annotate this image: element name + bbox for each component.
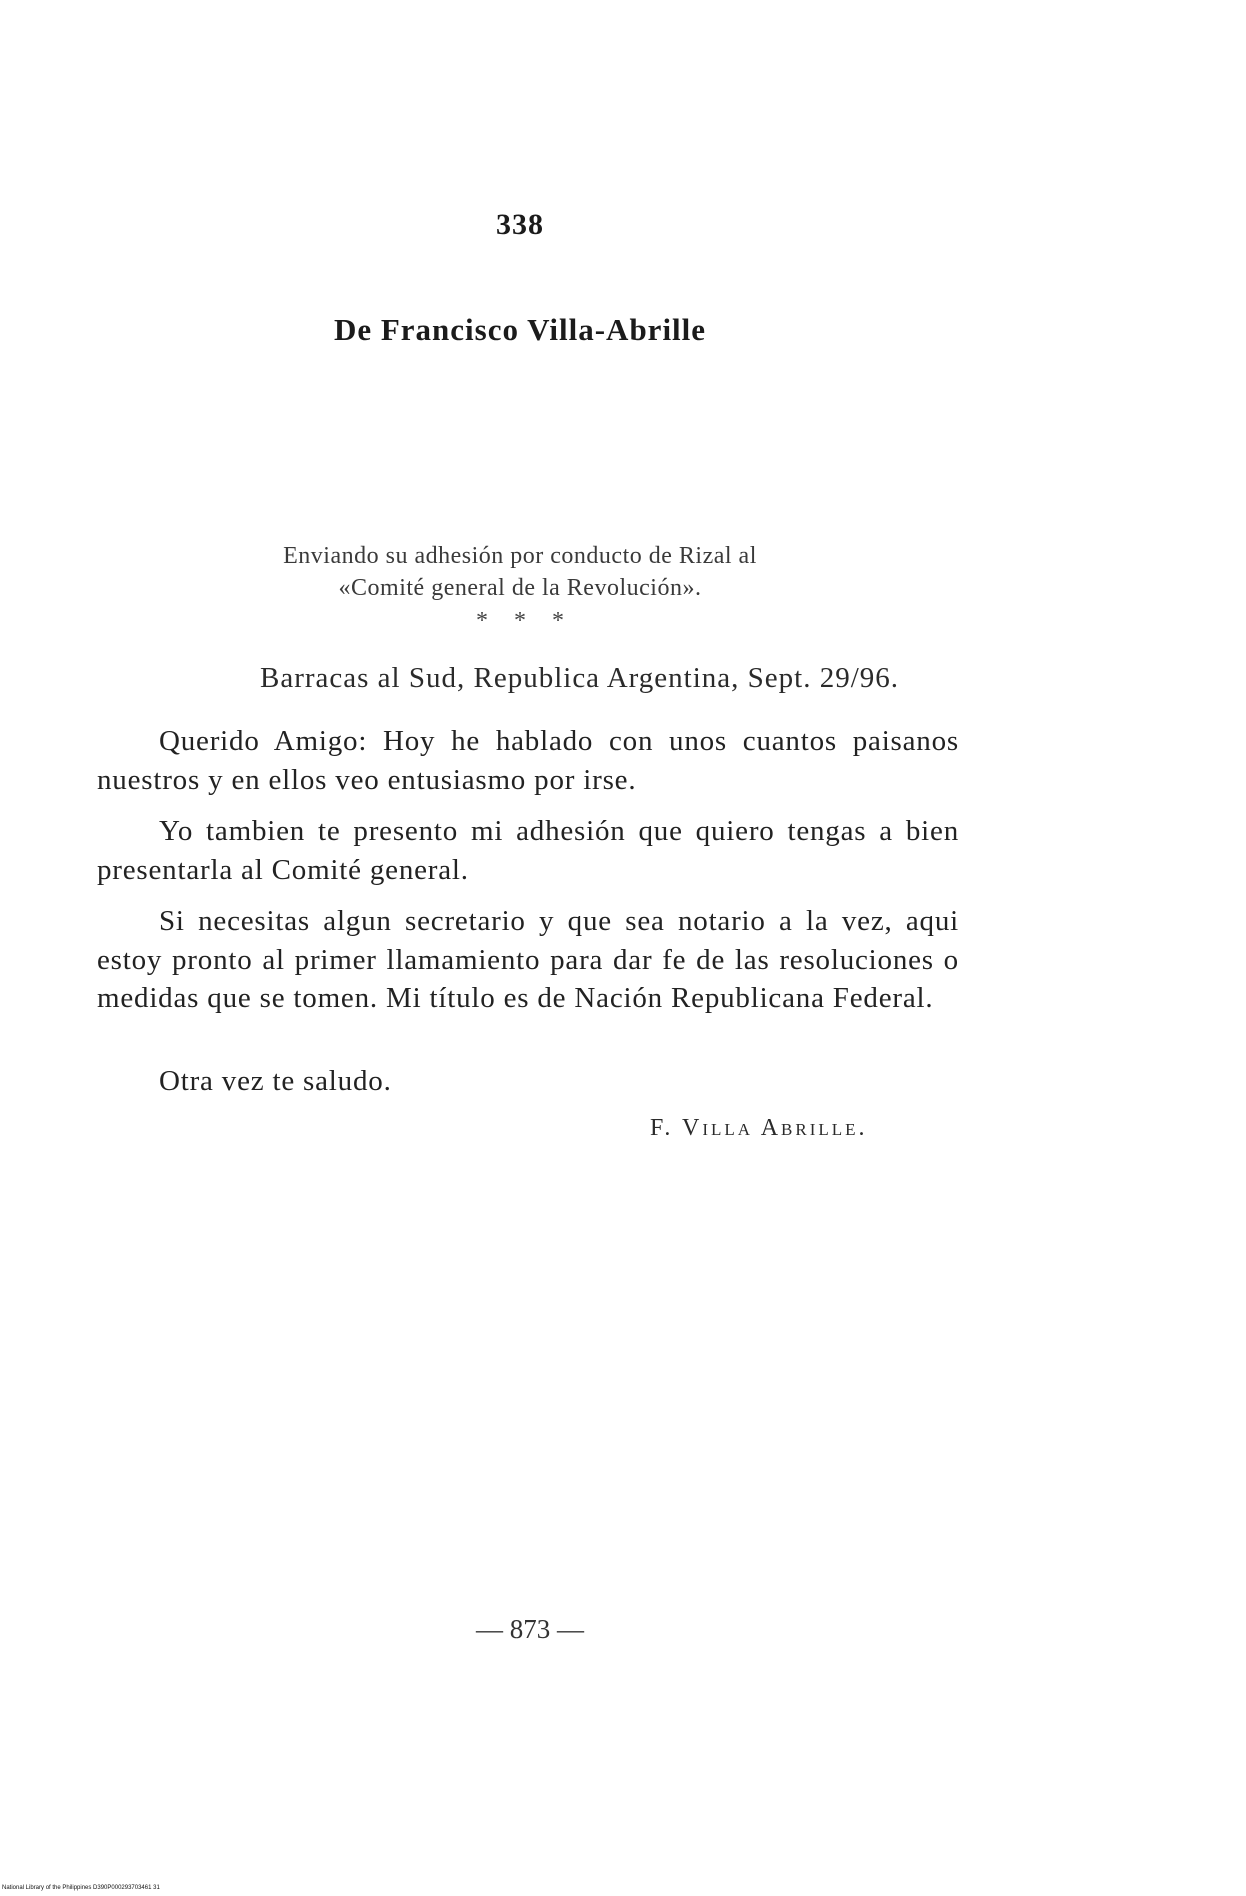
- letter-body: [97, 722, 959, 1113]
- page-number: — 873 —: [476, 1614, 584, 1644]
- asterisk-separator: * * *: [476, 608, 564, 634]
- closing-line: Otra vez te saludo.: [159, 1064, 392, 1097]
- letter-dateline: Barracas al Sud, Republica Argentina, Sept. 29/96.: [260, 662, 900, 694]
- body-paragraph: Yo tambien te presento mi adhesión que quiero tengas a bien presentarla al Comité general.: [97, 815, 959, 886]
- summary-line: «Comité general de la Revolución».: [338, 575, 702, 601]
- summary-line: Enviando su adhesión por conducto de Rizal al: [283, 543, 757, 569]
- letter-signature: F. Villa Abrille.: [650, 1115, 868, 1141]
- document-number: 338: [496, 208, 544, 241]
- scan-credit: National Library of the Philippines D390P000293703461 31: [2, 1885, 160, 1891]
- document-title: De Francisco Villa-Abrille: [333, 312, 707, 347]
- body-paragraph: Si necesitas algun secretario y que sea notario a la vez, aqui estoy pronto al primer llamamiento para dar fe de las resoluciones o medidas que se tomen. Mi título es de Nación Republicana Federal.: [97, 905, 959, 1014]
- body-paragraph: Querido Amigo: Hoy he hablado con unos cuantos paisanos nuestros y en ellos veo entusiasmo por irse.: [97, 725, 959, 796]
- document-summary: [220, 540, 820, 604]
